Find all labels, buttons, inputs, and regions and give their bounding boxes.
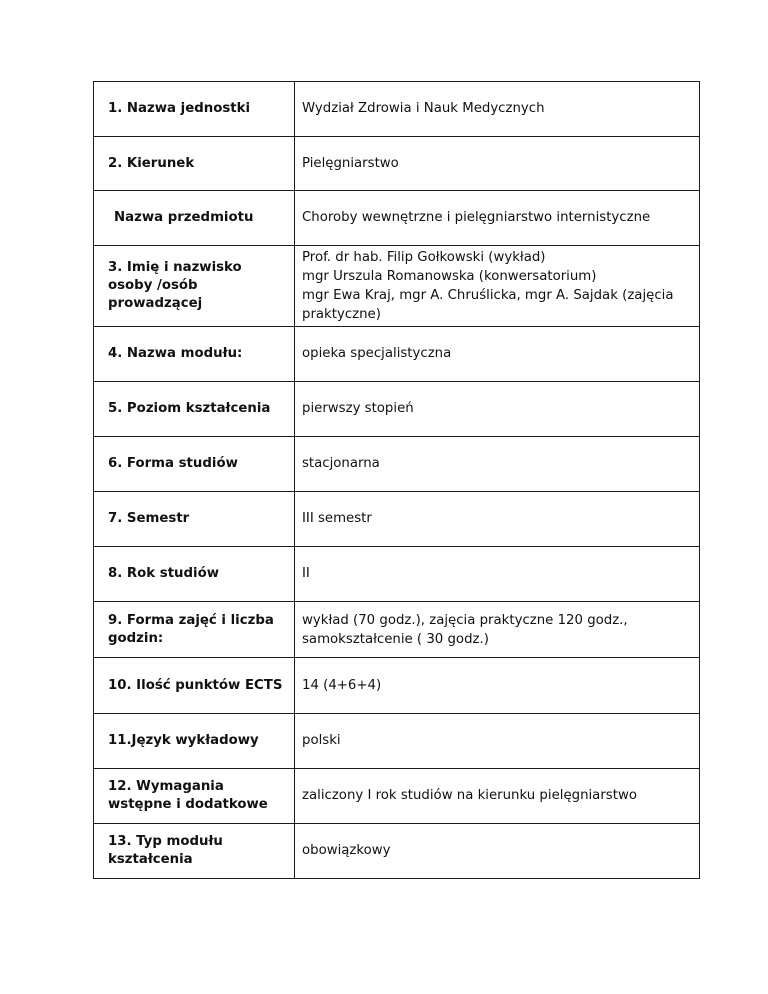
table-row-year bbox=[94, 547, 700, 602]
lecturers-value bbox=[295, 246, 700, 327]
course-info-table bbox=[93, 81, 700, 879]
requirements-value: zaliczony I rok studiów na kierunku pielęgniarstwo bbox=[295, 769, 700, 824]
table-row-language bbox=[94, 714, 700, 769]
subject-name-value: Choroby wewnętrzne i pielęgniarstwo internistyczne bbox=[295, 191, 700, 246]
language-value: polski bbox=[295, 714, 700, 769]
study-year-value: II bbox=[295, 547, 700, 602]
ects-label: 10. Ilość punktów ECTS bbox=[94, 658, 295, 714]
field-of-study-value: Pielęgniarstwo bbox=[295, 137, 700, 191]
language-label: 11.Język wykładowy bbox=[94, 714, 295, 769]
table-row-subject bbox=[94, 191, 700, 246]
semester-label: 7. Semestr bbox=[94, 492, 295, 547]
module-type-label: 13. Typ modułu kształcenia bbox=[94, 824, 295, 879]
lecturer-line: mgr Ewa Kraj, mgr A. Chruślicka, mgr A. Sajdak (zajęcia praktyczne) bbox=[302, 288, 674, 322]
table-row-module bbox=[94, 327, 700, 382]
module-name-label: 4. Nazwa modułu: bbox=[94, 327, 295, 382]
study-form-label: 6. Forma studiów bbox=[94, 437, 295, 492]
lecturer-line: mgr Urszula Romanowska (konwersatorium) bbox=[302, 269, 597, 284]
subject-name-label: Nazwa przedmiotu bbox=[94, 191, 295, 246]
table-row-classes bbox=[94, 602, 700, 658]
class-form-line: wykład (70 godz.), zajęcia praktyczne 120 godz., bbox=[302, 612, 628, 628]
module-name-value: opieka specjalistyczna bbox=[295, 327, 700, 382]
table-row-semester bbox=[94, 492, 700, 547]
field-of-study-label: 2. Kierunek bbox=[94, 137, 295, 191]
class-form-value bbox=[295, 602, 700, 658]
module-type-value: obowiązkowy bbox=[295, 824, 700, 879]
table-row-module-type bbox=[94, 824, 700, 879]
study-form-value: stacjonarna bbox=[295, 437, 700, 492]
unit-name-value: Wydział Zdrowia i Nauk Medycznych bbox=[295, 82, 700, 137]
table-row-study-form bbox=[94, 437, 700, 492]
class-form-label: 9. Forma zajęć i liczba godzin: bbox=[94, 602, 295, 658]
unit-name-label: 1. Nazwa jednostki bbox=[94, 82, 295, 137]
education-level-label: 5. Poziom kształcenia bbox=[94, 382, 295, 437]
requirements-label: 12. Wymagania wstępne i dodatkowe bbox=[94, 769, 295, 824]
semester-value: III semestr bbox=[295, 492, 700, 547]
table-row-level bbox=[94, 382, 700, 437]
lecturer-line: Prof. dr hab. Filip Gołkowski (wykład) bbox=[302, 250, 546, 265]
education-level-value: pierwszy stopień bbox=[295, 382, 700, 437]
table-row-ects bbox=[94, 658, 700, 714]
study-year-label: 8. Rok studiów bbox=[94, 547, 295, 602]
class-form-line: samokształcenie ( 30 godz.) bbox=[302, 631, 489, 647]
ects-value: 14 (4+6+4) bbox=[295, 658, 700, 714]
table-row-field bbox=[94, 137, 700, 191]
table-row-unit bbox=[94, 82, 700, 137]
lecturers-label: 3. Imię i nazwisko osoby /osób prowadzącej bbox=[94, 246, 295, 327]
table-row-lecturers bbox=[94, 246, 700, 327]
table-row-requirements bbox=[94, 769, 700, 824]
